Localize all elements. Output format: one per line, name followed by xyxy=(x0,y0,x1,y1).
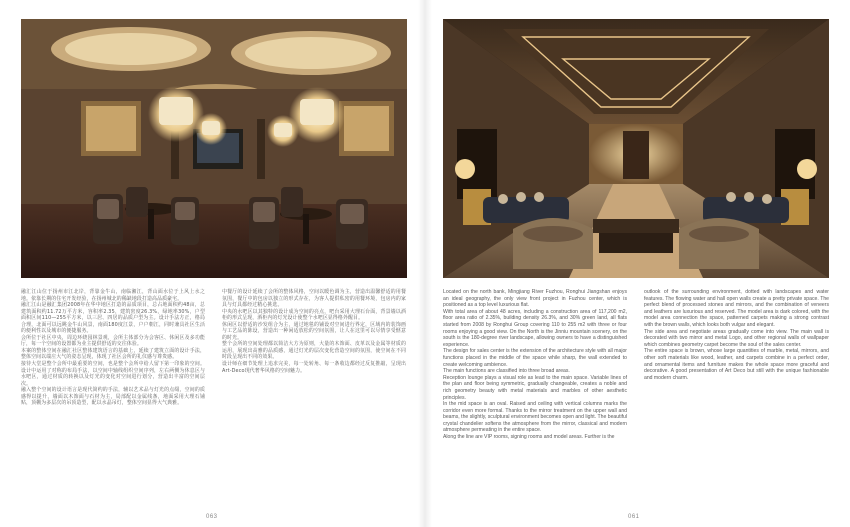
left-page-column-2 xyxy=(222,289,406,374)
paragraph: The entire space is brown, whose large quantities of marble, metal, mirrors, and other soft materials like wood, leather, and carpets combine in a perfect order, and ornamental items and furniture makes the whole space more graceful and decorative. A good presentation of Art Deco but still with the unique fashionable and modern charm. xyxy=(644,348,829,381)
paragraph: 接待大堂是整个会所中最重要的空间，也是整个会所中给人留下第一印象的空间。设计中运用了对称的布局手法，以空间中轴线组织空间序列，左右两侧为休息区与水吧区，通过材质的转换以及灯光的变化对空间进行划分，营造出丰富的空间层次。 xyxy=(21,361,205,387)
paragraph: 融入整个空间的设计语言是现代简约的手法，辅以艺术品与灯光的点缀，空间的质感得以提升，墙面以木饰面与石材为主，局部配以金属线条，地面采用大理石铺贴，顶棚为多层次的吊顶造型，配以水晶吊灯，整体空间显得大气典雅。 xyxy=(21,387,205,407)
right-page-column-1 xyxy=(443,289,627,441)
paragraph: The side area and negotiate areas gradually come into view. The main wall is decorated with two mirror and metal Logo, and other regional walls of wallpaper which combines geometry carpet become the soul of the sales center. xyxy=(644,328,829,348)
corridor-lounge-photo xyxy=(443,19,829,278)
paragraph: Located on the north bank, Mingjiang River Fuzhou, Ronghui Jiangshan enjoys an ideal geography, the only view front project in Fuzhou center, which is positioned as a top level luxurious flat. xyxy=(443,289,627,309)
paragraph: outlook of the surrounding environment, dotted with landscapes and water features. The flowing water and hall open walls create a pretty private space. The perfect blend of processed stones and mirrors, and the combination of veneers and leathers are luxurious and reserved. The model area is dark colored, with the model area connection the space, patterned carpets making a strong contrast with the brown walls, which looks both vulgar and elegant. xyxy=(644,289,829,328)
paragraph: 设计师在细节处理上追求完美，每一处转角、每一条收边都经过反复推敲，呈现出Art-Deco现代奢华风格的空间魅力。 xyxy=(222,361,406,374)
right-page-column-2 xyxy=(644,289,829,381)
paragraph: 整个会所的空间处理都以简洁大方为原则，大量的木饰面、皮革以及金属等材质的运用，展现出高雅的品质感，通过灯光的层次变化营造空间的氛围，使空间在不同时段呈现出不同的效果。 xyxy=(222,341,406,361)
page-gutter xyxy=(418,0,432,527)
lounge-photo-illustration xyxy=(21,19,407,278)
paragraph: 本案的整体空间在融汇社区整体建筑语言的基础上，延续了建筑立面的设计手法，整体空间以端庄大气的姿态呈现，体现了社区会所的礼仪感与尊贵感。 xyxy=(21,347,205,361)
lounge-photo xyxy=(21,19,407,278)
paragraph: 融汇江山位于扬州市江北岸，背靠金牛山，南临湘江，背山面水位于上风上水之地。依靠长期的住宅开发经验，在扬州城北的稀缺地段打造高品质豪宅。 xyxy=(21,289,205,302)
paragraph: 会所位于社区中央，周边环绕园林景观，会所主体部分为会客区、休闲区及多功能厅，每一个空间的设置都为业主提供舒适的交往体验。 xyxy=(21,334,205,348)
page-number-right: 061 xyxy=(628,514,640,520)
paragraph: The main functions are classified into three broad areas. xyxy=(443,368,570,375)
paragraph: 中央的水吧区以其独特的设计成为空间的亮点，吧台采用大理石台面，背景墙以酒柜的形式呈现，酒柜内的灯光设计使整个水吧区显得格外醒目。 xyxy=(222,308,406,322)
paragraph: 休闲区以舒适的沙发组合为主，通过地毯的铺设对空间进行界定，区域内的装饰画与工艺品的陈设，营造出一种闲适放松的空间氛围，让人在这里可以尽情享受惬意的时光。 xyxy=(222,321,406,341)
paragraph: With total area of about 48 acres, including a construction area of 117,200 m2, floor area ratio of 2.35%, building density 26.3%, and 30% green land, all flats started from 2008 by Ronghui Group covering 110 to 255 m2 with three or four rooms enjoying a good view. On the North is the Jinniu mountain scenery, on the south is the 180-degree river landscape, allowing owners to have a distinguished experience. xyxy=(443,308,627,348)
paragraph: Reception lounge plays a visual role as lead to the main space. Variable lines of the plan and floor being symmetric, gradually changeable, creates a noble and rich geometry beauty with metal materials and marbles of other aesthetic principles. xyxy=(443,374,627,401)
paragraph: 中餐厅的设计延续了会所的整体风格，空间以暖色调为主，营造出温馨舒适的用餐氛围，餐厅中的包房以独立的形式存在，为客人提供私密的用餐环境，包房内的家具与灯具都经过精心挑选。 xyxy=(222,289,406,309)
paragraph: The design for sales center is the extension of the architecture style with all major functions placed in the middle of the space while sharp, the wall extended to create welcoming ambience. xyxy=(443,348,627,368)
paragraph: 融汇江山是融汇集团2008年在华中地区打造的品质项目，总占地面积约48亩，总建筑面积约11.72万平方米，容积率2.35，建筑密度26.3%，绿地率30%，户型面积区间110—255平方米，以三居、四居的品质户型为主。设计手法方正，格局合理，北面可以远眺金牛山风景，南面180度江景，户户朝江，同时兼具社区生活的便利性以及城市的便捷服务。 xyxy=(21,302,205,335)
page-number-left: 063 xyxy=(206,514,218,520)
paragraph: In the mid space is an oval. Raised and ceiling with vertical columns marks the corridor even more formal. Thanks to the mirror treatment on the upper wall and beams, the slightly, sculptural environment becomes open and light. The beautiful crystal chandelier softens the atmosphere from the mirror, classical and modern atmosphere permeating in the entire space. xyxy=(443,401,627,434)
paragraph: Along the line are VIP rooms, signing rooms and model areas. Further is the xyxy=(443,434,615,441)
corridor-photo-illustration xyxy=(443,19,829,278)
left-page-column-1 xyxy=(21,289,205,407)
